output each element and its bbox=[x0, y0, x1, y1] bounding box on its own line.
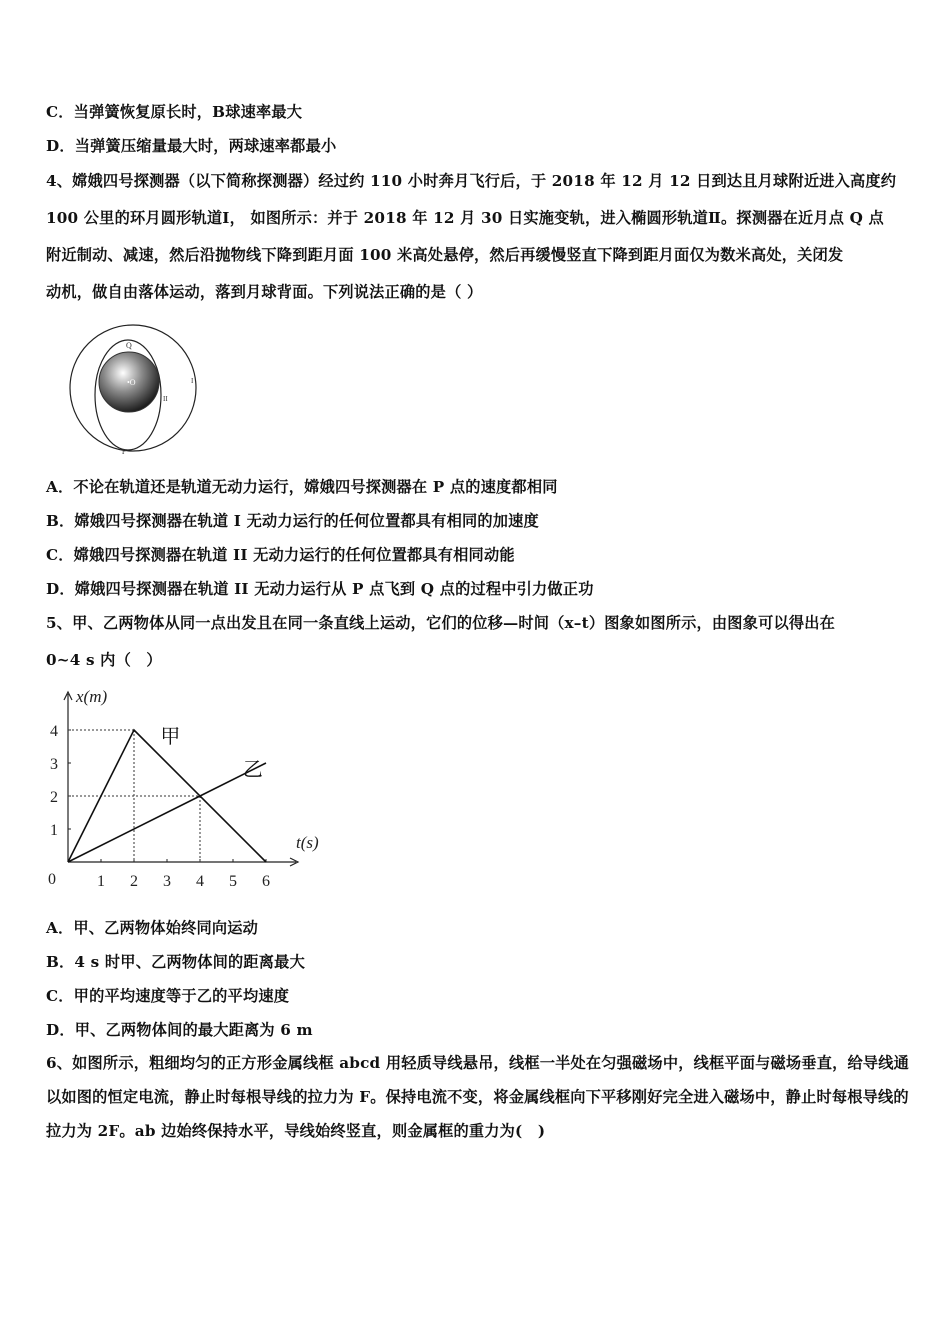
q5-option-b: B．4 s 时甲、乙两物体间的距离最大 bbox=[46, 953, 305, 971]
x-tick-label: 6 bbox=[262, 873, 270, 890]
q3-option-d: D．当弹簧压缩量最大时，两球速率都最小 bbox=[46, 137, 337, 155]
xt-chart-svg bbox=[44, 686, 344, 894]
x-tick-label: 1 bbox=[97, 873, 105, 890]
q4-option-c: C．嫦娥四号探测器在轨道 II 无动力运行的任何位置都具有相同动能 bbox=[46, 546, 515, 564]
q4-option-d: D．嫦娥四号探测器在轨道 II 无动力运行从 P 点飞到 Q 点的过程中引力做正功 bbox=[46, 580, 594, 598]
q5-stem-line2: 0~4 s 内（ ） bbox=[46, 651, 162, 669]
label-orbit-two: II bbox=[163, 395, 168, 403]
orbit-figure bbox=[66, 322, 206, 460]
series-jia-label: 甲 bbox=[160, 726, 181, 749]
q3-option-c: C．当弹簧恢复原长时，B球速率最大 bbox=[46, 103, 303, 121]
series-yi-label: 乙 bbox=[242, 759, 263, 782]
orbit-diagram bbox=[66, 322, 206, 456]
y-tick-label: 3 bbox=[50, 756, 58, 773]
q6-stem: 6、如图所示，粗细均匀的正方形金属线框 abcd 用轻质导线悬吊，线框一半处在匀强磁场中，线框平面与磁场垂直，给导线通以如图的恒定电流，静止时每根导线的拉力为 F。保持电流不变，将金属线框向下平移刚好完全进入磁场中，静止时每根导线的拉力为 2F。ab 边始终保持水平，导线始终竖直，则金属框的重力为( ) bbox=[46, 1054, 910, 1140]
x-tick-label: 4 bbox=[196, 873, 204, 890]
x-tick-label: 5 bbox=[229, 873, 237, 890]
q4-option-b: B．嫦娥四号探测器在轨道 I 无动力运行的任何位置都具有相同的加速度 bbox=[46, 512, 539, 530]
x-tick-label: 3 bbox=[163, 873, 171, 890]
q5-option-d: D．甲、乙两物体间的最大距离为 6 m bbox=[46, 1021, 313, 1039]
origin-label: 0 bbox=[48, 871, 56, 888]
y-axis-label: x(m) bbox=[76, 687, 108, 706]
q5-stem-line1: 5、甲、乙两物体从同一点出发且在同一条直线上运动，它们的位移—时间（x–t）图象如图所示，由图象可以得出在 bbox=[46, 614, 836, 632]
label-orbit-one: I bbox=[191, 377, 194, 385]
q4-option-a: A．不论在轨道还是轨道无动力运行，嫦娥四号探测器在 P 点的速度都相同 bbox=[46, 478, 558, 496]
x-axis-label: t(s) bbox=[296, 833, 319, 852]
y-tick-label: 1 bbox=[50, 822, 58, 839]
q5-option-c: C．甲的平均速度等于乙的平均速度 bbox=[46, 987, 290, 1005]
y-tick-label: 4 bbox=[50, 723, 58, 740]
series-yi-line bbox=[68, 763, 266, 862]
q5-option-a: A．甲、乙两物体始终同向运动 bbox=[46, 919, 259, 937]
x-tick-label: 2 bbox=[130, 873, 138, 890]
q4-stem-line2: 100 公里的环月圆形轨道Ⅰ， 如图所示：并于 2018 年 12 月 30 日实施变轨，进入椭圆形轨道Ⅱ。探测器在近月点 Q 点 bbox=[46, 209, 884, 227]
q4-stem-line1: 4、嫦娥四号探测器（以下简称探测器）经过约 110 小时奔月飞行后，于 2018 年 12 月 12 日到达且月球附近进入高度约 bbox=[46, 172, 897, 190]
label-p: P bbox=[122, 448, 126, 456]
y-tick-label: 2 bbox=[50, 789, 58, 806]
label-q: Q bbox=[126, 341, 132, 350]
label-o: •O bbox=[127, 378, 136, 387]
q4-stem-line3: 附近制动、减速，然后沿抛物线下降到距月面 100 米高处悬停，然后再缓慢竖直下降到距月面仅为数米高处，关闭发 bbox=[46, 246, 844, 264]
q4-stem-line4: 动机，做自由落体运动，落到月球背面。下列说法正确的是（ ） bbox=[46, 283, 483, 301]
xt-chart bbox=[44, 686, 344, 898]
